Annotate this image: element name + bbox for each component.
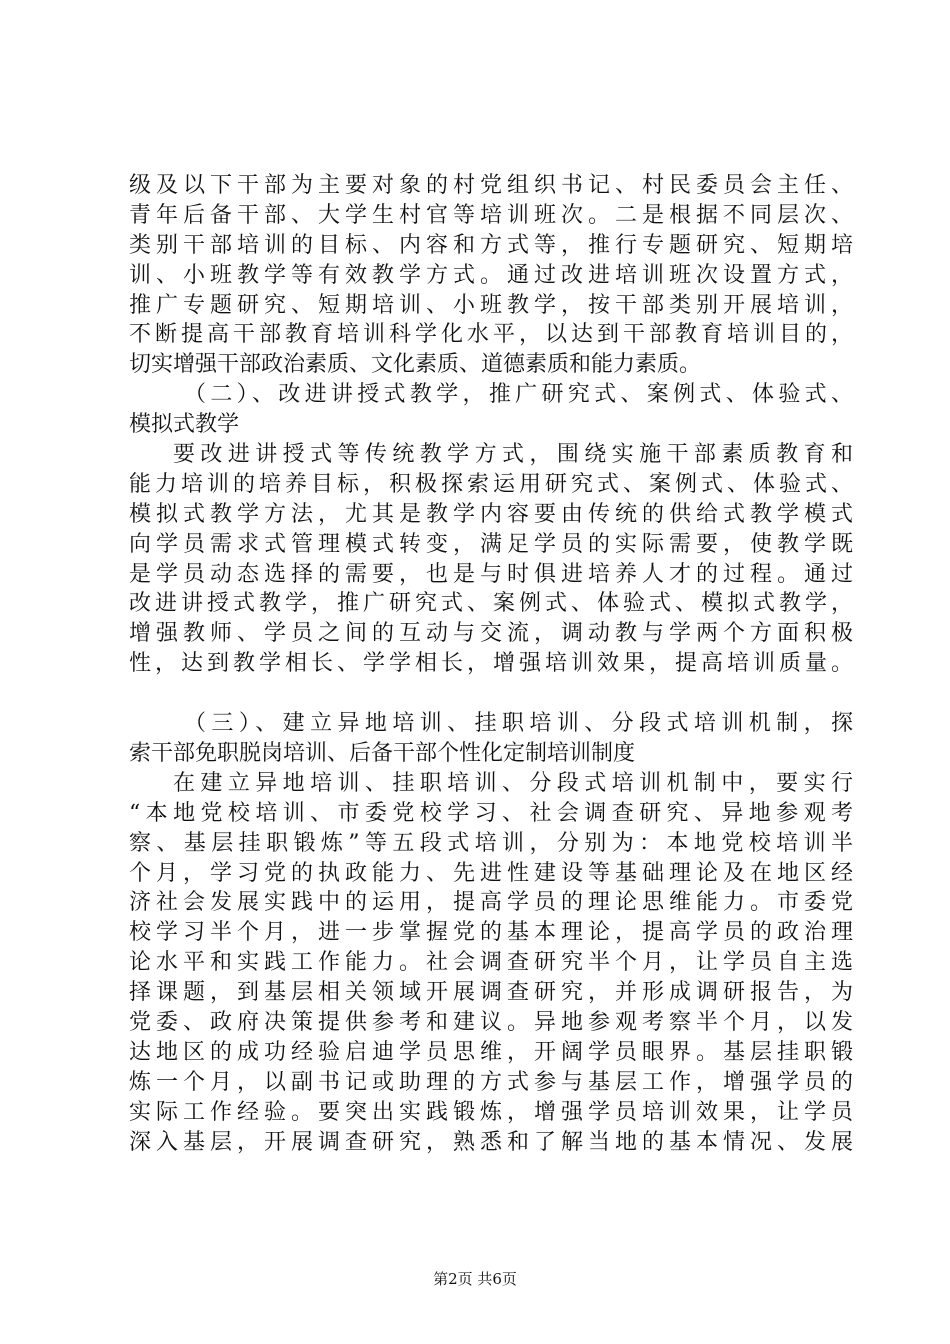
- text-line: 训、小班教学等有效教学方式。通过改进培训班次设置方式，: [129, 262, 853, 288]
- document-body: [129, 171, 853, 1158]
- paragraph-gap: [129, 679, 853, 709]
- text-line: 在建立异地培训、挂职培训、分段式培训机制中，要实行: [173, 770, 853, 796]
- text-line: 推广专题研究、短期培训、小班教学，按干部类别开展培训，: [129, 292, 853, 318]
- text-line: 性，达到教学相长、学学相长，增强培训效果，提高培训质量。: [129, 651, 853, 677]
- page-footer: [0, 1269, 950, 1289]
- text-line: 论水平和实践工作能力。社会调查研究半个月，让学员自主选: [129, 950, 853, 976]
- text-line: 改进讲授式教学，推广研究式、案例式、体验式、模拟式教学，: [129, 591, 853, 617]
- text-line: 校学习半个月，进一步掌握党的基本理论，提高学员的政治理: [129, 920, 853, 946]
- heading-line: （三）、建立异地培训、挂职培训、分段式培训机制，探: [184, 711, 853, 737]
- text-line: 个月，学习党的执政能力、先进性建设等基础理论及在地区经: [129, 860, 853, 886]
- heading-line: 索干部免职脱岗培训、后备干部个性化定制培训制度: [129, 741, 636, 767]
- paragraph-3: [129, 769, 853, 1158]
- text-line: “本地党校培训、市委党校学习、社会调查研究、异地参观考: [129, 800, 853, 826]
- text-line: 青年后备干部、大学生村官等培训班次。二是根据不同层次、: [129, 202, 853, 228]
- text-line: 要改进讲授式等传统教学方式，围绕实施干部素质教育和: [173, 442, 853, 468]
- paragraph-2: [129, 440, 853, 679]
- text-line: 类别干部培训的目标、内容和方式等，推行专题研究、短期培: [129, 232, 853, 258]
- text-line: 是学员动态选择的需要，也是与时俱进培养人才的过程。通过: [129, 561, 853, 587]
- text-line: 达地区的成功经验启迪学员思维，开阔学员眼界。基层挂职锻: [129, 1039, 853, 1065]
- text-line: 模拟式教学方法，尤其是教学内容要由传统的供给式教学模式: [129, 501, 853, 527]
- text-line: 切实增强干部政治素质、文化素质、道德素质和能力素质。: [129, 352, 702, 378]
- text-line: 实际工作经验。要突出实践锻炼，增强学员培训效果，让学员: [129, 1099, 853, 1125]
- text-line: 察、基层挂职锻炼”等五段式培训，分别为：本地党校培训半: [129, 830, 853, 856]
- text-line: 级及以下干部为主要对象的村党组织书记、村民委员会主任、: [129, 173, 853, 198]
- text-line: 择课题，到基层相关领域开展调查研究，并形成调研报告，为: [129, 980, 853, 1006]
- text-line: 不断提高干部教育培训科学化水平，以达到干部教育培训目的，: [129, 322, 853, 348]
- page-number-label: 第2页 共6页: [433, 1270, 517, 1288]
- heading-line: 模拟式教学: [129, 412, 240, 438]
- text-line: 增强教师、学员之间的互动与交流，调动教与学两个方面积极: [129, 621, 853, 647]
- text-line: 深入基层，开展调查研究，熟悉和了解当地的基本情况、发展: [129, 1129, 853, 1155]
- text-line: 党委、政府决策提供参考和建议。异地参观考察半个月，以发: [129, 1010, 853, 1036]
- section-heading-3: [129, 709, 853, 769]
- text-line: 济社会发展实践中的运用，提高学员的理论思维能力。市委党: [129, 890, 853, 916]
- text-line: 炼一个月，以副书记或助理的方式参与基层工作，增强学员的: [129, 1069, 853, 1095]
- heading-line: （二）、改进讲授式教学，推广研究式、案例式、体验式、: [184, 382, 853, 408]
- text-line: 向学员需求式管理模式转变，满足学员的实际需要，使教学既: [129, 531, 853, 557]
- text-line: 能力培训的培养目标，积极探索运用研究式、案例式、体验式、: [129, 471, 853, 497]
- section-heading-2: [129, 380, 853, 440]
- paragraph-1: [129, 171, 853, 380]
